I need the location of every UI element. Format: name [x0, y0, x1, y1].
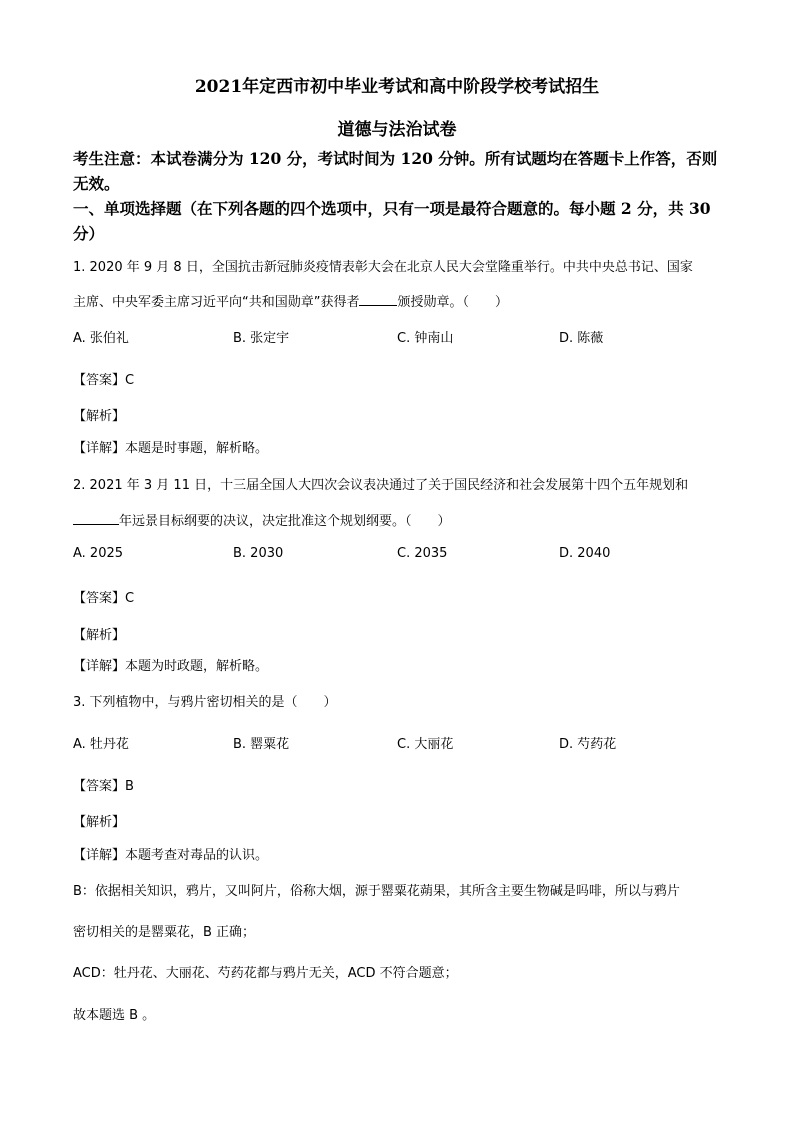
- section-heading-line-2: 分）: [73, 224, 105, 243]
- question-2-option-d: D. 2040: [559, 546, 611, 561]
- question-2-stem-line-1: 2. 2021 年 3 月 11 日，十三届全国人大四次会议表决通过了关于国民经济和社会发展第十四个五年规划和: [73, 478, 689, 493]
- question-2-stem-line-2: [73, 510, 451, 529]
- question-1-stem-line-1: 1. 2020 年 9 月 8 日，全国抗击新冠肺炎疫情表彰大会在北京人民大会堂隆重举行。中共中央总书记、国家: [73, 260, 693, 275]
- exam-subtitle: 道德与法治试卷: [337, 120, 457, 140]
- question-3-conclusion: 故本题选 B 。: [73, 1008, 156, 1023]
- question-2-blank: [73, 512, 119, 525]
- question-1-option-c: C. 钟南山: [397, 331, 454, 346]
- question-3-option-a: A. 牡丹花: [73, 737, 129, 752]
- question-3-explain-line-2: 密切相关的是罂粟花，B 正确；: [73, 925, 256, 940]
- question-1-stem-text: 主席、中央军委主席习近平向“共和国勋章”获得者: [73, 295, 360, 310]
- question-2-analysis: 【解析】: [73, 628, 126, 643]
- notice-line-2: 无效。: [73, 174, 120, 193]
- question-3-analysis: 【解析】: [73, 815, 126, 830]
- question-1-answer: 【答案】C: [73, 373, 135, 388]
- question-1-analysis: 【解析】: [73, 409, 126, 424]
- question-3-option-d: D. 芍药花: [559, 737, 617, 752]
- question-1-option-b: B. 张定宇: [233, 331, 290, 346]
- question-3-option-c: C. 大丽花: [397, 737, 454, 752]
- question-3-explain-line-3: ACD：牡丹花、大丽花、芍药花都与鸦片无关，ACD 不符合题意；: [73, 966, 458, 981]
- question-3-explain-line-1: B：依据相关知识，鸦片，又叫阿片，俗称大烟，源于罂粟花蒴果，其所含主要生物碱是吗啡，所以与鸦片: [73, 884, 680, 899]
- exam-title: 2021年定西市初中毕业考试和高中阶段学校考试招生: [194, 77, 600, 97]
- question-2-detail: 【详解】本题为时政题，解析略。: [73, 659, 269, 674]
- question-2-option-a: A. 2025: [73, 546, 124, 561]
- question-1-option-d: D. 陈薇: [559, 331, 604, 346]
- question-1-stem-text-end: 颁授勋章。（ ）: [397, 295, 508, 310]
- question-3-stem: 3. 下列植物中，与鸦片密切相关的是（ ）: [73, 695, 337, 710]
- question-2-stem-text-end: 年远景目标纲要的决议，决定批准这个规划纲要。（ ）: [119, 514, 451, 529]
- question-1-blank: [359, 293, 397, 306]
- question-3-detail: 【详解】本题考查对毒品的认识。: [73, 848, 269, 863]
- notice-line-1: 考生注意：本试卷满分为 120 分，考试时间为 120 分钟。所有试题均在答题卡上作答，否则: [73, 149, 718, 168]
- question-2-option-c: C. 2035: [397, 546, 448, 561]
- question-1-stem-line-2: [73, 291, 508, 310]
- question-1-detail: 【详解】本题是时事题，解析略。: [73, 441, 269, 456]
- question-3-answer: 【答案】B: [73, 779, 134, 794]
- question-2-option-b: B. 2030: [233, 546, 284, 561]
- question-2-answer: 【答案】C: [73, 591, 135, 606]
- question-1-option-a: A. 张伯礼: [73, 331, 129, 346]
- section-heading-line-1: 一、单项选择题（在下列各题的四个选项中，只有一项是最符合题意的。每小题 2 分，共 30: [73, 199, 711, 218]
- question-3-option-b: B. 罂粟花: [233, 737, 290, 752]
